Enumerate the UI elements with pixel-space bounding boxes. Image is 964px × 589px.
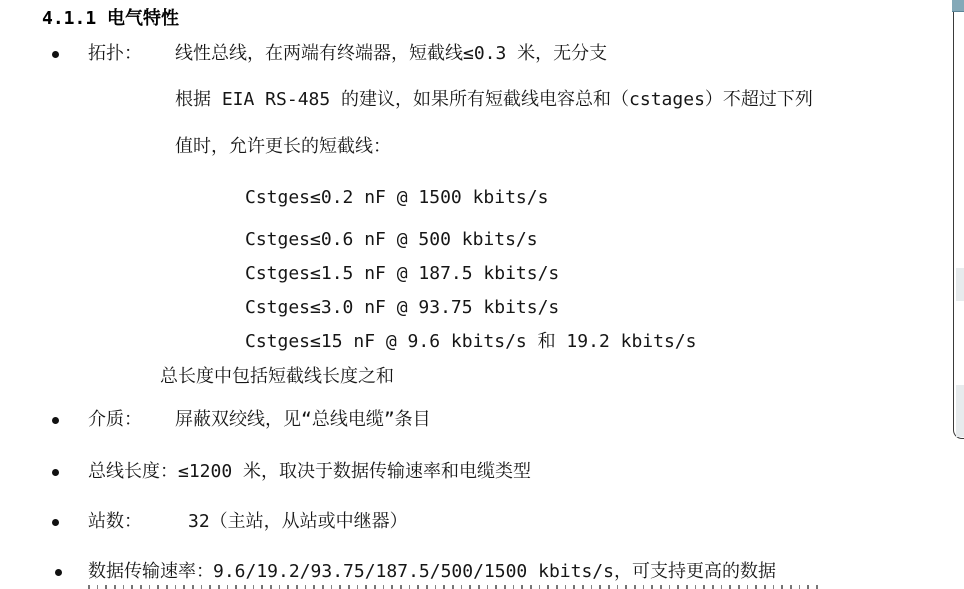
cstges-spec-5: Cstges≤15 nF @ 9.6 kbits/s 和 19.2 kbits/s (245, 331, 697, 352)
cstges-spec-4: Cstges≤3.0 nF @ 93.75 kbits/s (245, 297, 560, 318)
topology-note: 总长度中包括短截线长度之和 (160, 366, 394, 387)
page-right-border (953, 0, 964, 439)
bus-length-label: 总线长度： (88, 461, 178, 482)
bullet-icon (52, 417, 59, 424)
bullet-icon (55, 569, 62, 576)
cstges-spec-3: Cstges≤1.5 nF @ 187.5 kbits/s (245, 263, 560, 284)
bullet-icon (52, 469, 59, 476)
scrollbar-button[interactable] (952, 0, 964, 12)
cstges-spec-2: Cstges≤0.6 nF @ 500 kbits/s (245, 229, 538, 250)
bullet-icon (52, 519, 59, 526)
topology-value: 线性总线，在两端有终端器，短截线≤0.3 米，无分支 (175, 43, 608, 64)
data-rate-label: 数据传输速率： (88, 561, 214, 582)
clipped-next-line-remnant (88, 585, 823, 589)
cstges-spec-1: Cstges≤0.2 nF @ 1500 kbits/s (245, 187, 549, 208)
topology-wrap-line-2: 值时，允许更长的短截线： (175, 136, 391, 157)
topology-label: 拓扑： (88, 43, 142, 64)
medium-value: 屏蔽双绞线，见“总线电缆”条目 (175, 409, 431, 430)
scrollbar-fragment[interactable] (956, 385, 964, 437)
scrollbar-fragment[interactable] (956, 268, 964, 301)
medium-label: 介质： (88, 409, 142, 430)
bus-length-value: ≤1200 米，取决于数据传输速率和电缆类型 (178, 461, 532, 482)
data-rate-value: 9.6/19.2/93.75/187.5/500/1500 kbits/s，可支持更高的数据 (213, 561, 776, 582)
bullet-icon (52, 51, 59, 58)
stations-label: 站数： (88, 511, 142, 532)
section-heading: 4.1.1 电气特性 (42, 8, 180, 29)
stations-value: 32（主站，从站或中继器） (188, 511, 408, 532)
topology-wrap-line-1: 根据 EIA RS-485 的建议，如果所有短截线电容总和（cstages）不超过下列 (175, 89, 813, 110)
